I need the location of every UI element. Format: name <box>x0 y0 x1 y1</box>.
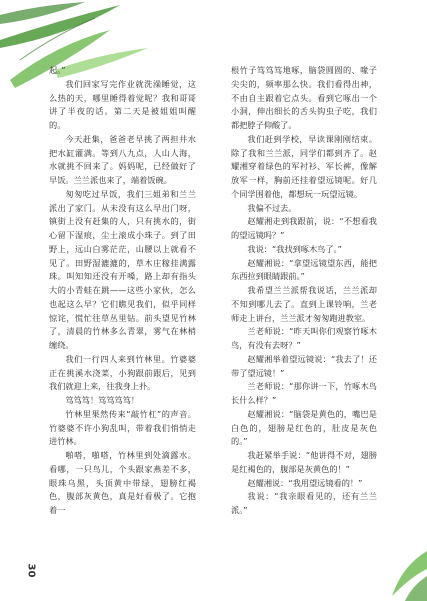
paragraph: 赵耀湘举着望远镜说：“我去了！还带了望远镜！” <box>231 353 377 378</box>
paragraph: 我说：“我亲眼看见的，还有兰兰派。” <box>231 491 377 515</box>
paragraph: 根竹子笃笃笃地啄，脑袋圆圆的、喙子尖尖的，频率那么快。我们看得出神，不由自主跟着它点头。看到它啄出一个小洞，伸出细长的舌头钩虫子吃，我们都把脖子仰酸了。 <box>231 65 377 130</box>
paragraph: 我偏不过去。 <box>247 202 297 213</box>
paragraph: 赵耀湘说：“我用望远镜看的！” <box>247 477 363 488</box>
leaf-decoration <box>387 541 427 601</box>
paragraph: 笃笃笃！笃笃笃笃！ <box>65 395 140 405</box>
paragraph: 兰老师说：“昨天叫你们观察竹啄木鸟，有没有去呀？” <box>231 326 377 350</box>
left-text-column <box>49 64 196 518</box>
right-text-column <box>231 64 377 518</box>
paragraph: 我们一行四人来到竹林里。竹婆婆正在挑溪水浇菜，小狗跟前跟后，见到我们就迎上来，往我身上扑。 <box>49 353 196 392</box>
paragraph: 赵耀湘说：“脑袋是黄色的，嘴巴是白色的，翅膀是红色的，肚皮是灰色的。” <box>231 408 377 447</box>
paragraph: 我说：“我找到啄木鸟了。” <box>247 243 342 254</box>
paragraph: 我希望兰兰派帮我说话，兰兰派却不知到哪儿去了。直到上课铃响，兰老师走上讲台，兰兰派才匆匆跑进教室。 <box>231 285 377 323</box>
paragraph: 竹林里果然传来“敲竹杠”的声音。竹婆婆不许小狗乱叫，带着我们悄悄走进竹林。 <box>49 408 196 447</box>
paragraph: 我们回家写完作业就洗澡睡觉，这么热的天，哪里睡得着觉呢？我和哥哥讲了半夜的话。第二天是被姐姐叫醒的。 <box>49 78 196 130</box>
paragraph: 我赶紧举手说：“他讲得不对，翅膀是红褐色的，腹部是灰黄色的！” <box>231 450 377 474</box>
paragraph: 啪嗒，啪嗒，竹林里到处滴露水。看哪，一只鸟儿，个头跟家燕差不多，眼珠乌黑，头顶黄中带绿，翅膀红褐色，腹部灰黄色，真是好看极了。它抱着一 <box>49 450 196 515</box>
paragraph: 今天赶集，爸爸老早挑了两担井水把水缸灌满。等到八九点，人山人海，水就挑不回来了。妈妈呢，已经做好了早饭。兰兰派也来了，端着饭碗。 <box>49 133 196 185</box>
paragraph: 我们赶到学校，早读课刚刚结束。除了我和兰兰派，同学们都到齐了。赵耀湘穿着绿色的军衬衫、军长裤，像解放军一样，胸前还挂着望远镜呢。好几个同学围着他，都想玩一玩望远镜。 <box>231 133 377 199</box>
page-number: 30 <box>25 563 37 578</box>
paragraph: 赵耀湘说：“拿望远镜望东西，能把东西拉到眼睛跟前。” <box>231 257 377 282</box>
paragraph: 起。” <box>49 65 66 75</box>
paragraph: 赵耀湘走到我跟前，说：“不想看我的望远镜吗？” <box>231 216 377 240</box>
paragraph: 匆匆吃过早饭，我们三姐弟和兰兰派出了家门。从未没有这么早出门呀，镇街上没有赶集的人，只有挑水的，街心留下湿痕，尘土滚成小珠子。到了田野上，远山白雾茫茫，山腰以上就看不见了。田野湿漉漉的，草木庄稼挂满露珠。叫知知还没有开嗓，路上却有指头大的小青蛙在跳——这些小家伙，怎么也起这么早？它们瞧见我们，似乎同样惊诧，慌忙往草丛里钻。前头望见竹林了，清晨的竹林多么青翠，雾气在林梢缠绕。 <box>49 188 196 350</box>
paragraph: 兰老师说：“那你讲一下，竹啄木鸟长什么样？” <box>231 381 377 405</box>
